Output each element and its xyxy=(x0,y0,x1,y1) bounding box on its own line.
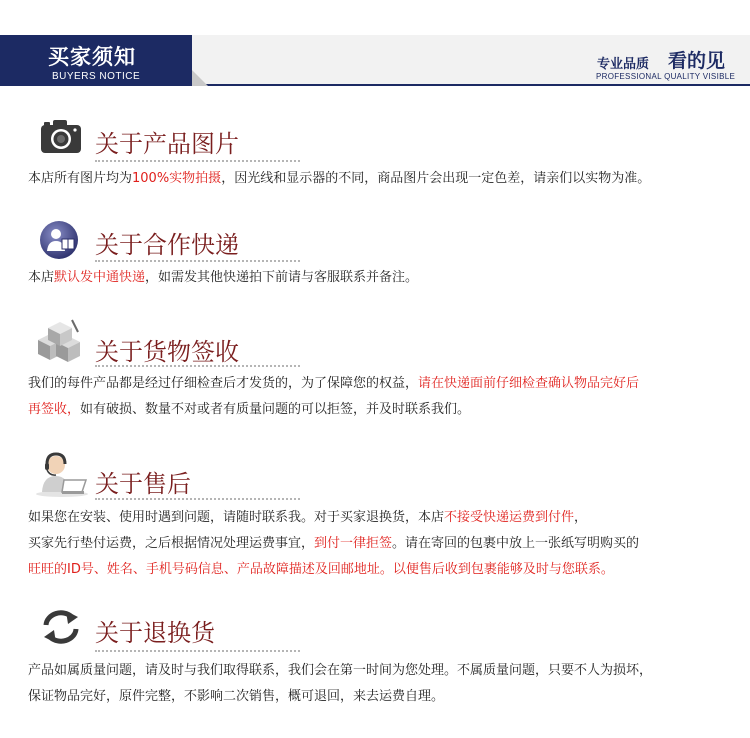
text-segment: 买家先行垫付运费，之后根据情况处理运费事宜， xyxy=(28,536,315,551)
section-divider xyxy=(95,498,300,500)
slogan-english: PROFESSIONAL QUALITY VISIBLE xyxy=(596,72,736,81)
text-segment: 再签收， xyxy=(28,402,81,417)
text-segment: 到付一律拒签 xyxy=(314,536,393,551)
text-segment: ， xyxy=(574,510,588,525)
page-subtitle: BUYERS NOTICE xyxy=(52,71,141,82)
text-segment: 如果您在安装、使用时遇到问题，请随时联系我。对于买家退换货，本店 xyxy=(28,510,445,525)
camera-icon xyxy=(40,118,82,154)
slogan-small: 专业品质 xyxy=(597,57,650,72)
text-line xyxy=(28,166,650,192)
text-line xyxy=(28,684,652,710)
section-divider xyxy=(95,365,300,367)
section-text xyxy=(28,166,650,192)
text-segment: 产品如属质量问题，请及时与我们取得联系，我们会在第一时间为您处理。不属质量问题，只要不人为损坏， xyxy=(28,663,653,678)
courier-icon xyxy=(38,220,82,260)
text-segment: 本店所有图片均为 xyxy=(28,171,133,186)
text-segment: 。请在寄回的包裹中放上一张纸写明购买的 xyxy=(392,536,640,551)
exchange-arrows-icon xyxy=(40,608,82,646)
boxes-icon xyxy=(34,318,84,364)
section-title: 关于产品图片 xyxy=(95,130,239,158)
page-title: 买家须知 xyxy=(48,45,136,69)
text-segment: 默认发中通快递 xyxy=(54,270,146,285)
text-line xyxy=(28,557,639,583)
text-line xyxy=(28,658,652,684)
section-title: 关于退换货 xyxy=(95,619,215,647)
section-title: 关于合作快递 xyxy=(95,231,239,259)
slogan-big: 看的见 xyxy=(668,50,726,72)
text-segment: 如有破损、数量不对或者有质量问题的可以拒签，并及时联系我们。 xyxy=(80,402,471,417)
text-segment: ，因光线和显示器的不同，商品图片会出现一定色差，请亲们以实物为准。 xyxy=(221,171,651,186)
text-line xyxy=(28,371,639,397)
text-segment: 我们的每件产品都是经过仔细检查后才发货的，为了保障您的权益， xyxy=(28,376,419,391)
section-text xyxy=(28,658,652,710)
text-segment: 本店 xyxy=(28,270,55,285)
badge-fold xyxy=(192,70,208,86)
text-segment: 100%实物拍摄 xyxy=(132,171,222,186)
text-segment: 保证物品完好，原件完整，不影响二次销售，概可退回，来去运费自理。 xyxy=(28,689,445,704)
section-divider xyxy=(95,650,300,652)
customer-service-icon xyxy=(34,452,90,498)
section-title: 关于售后 xyxy=(95,470,191,498)
text-segment: ，如需发其他快递拍下前请与客服联系并备注。 xyxy=(145,270,419,285)
text-line xyxy=(28,265,418,291)
text-segment: 旺旺的ID号、姓名、手机号码信息、产品故障描述及回邮地址。以便售后收到包裹能够及时与您联系。 xyxy=(28,562,614,577)
section-text xyxy=(28,371,639,423)
text-segment: 请在快递面前仔细检查确认物品完好后 xyxy=(418,376,640,391)
section-title: 关于货物签收 xyxy=(95,338,239,366)
text-line xyxy=(28,531,639,557)
section-text xyxy=(28,265,418,291)
text-line xyxy=(28,505,639,531)
text-line xyxy=(28,397,639,423)
section-text xyxy=(28,505,639,583)
text-segment: 不接受快递运费到付件 xyxy=(444,510,575,525)
section-divider xyxy=(95,160,300,162)
header xyxy=(0,0,750,92)
section-divider xyxy=(95,260,300,262)
